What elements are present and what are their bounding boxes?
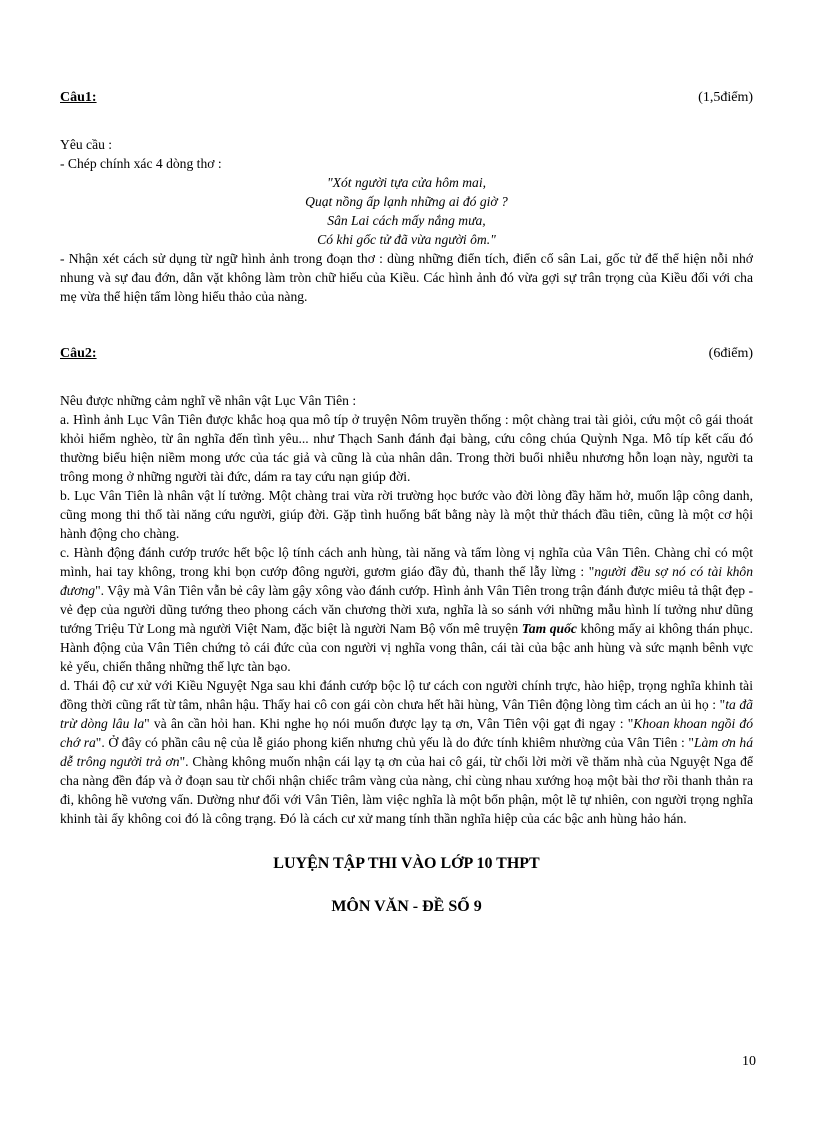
question-1-points: (1,5điểm)	[698, 90, 753, 105]
paragraph-c-part: không mấy ai không thán phục. Hành động của Vân Tiên chứng tỏ cái đức của con người vị nghĩa vong thân, cái tài của bậc anh hùng và sức mạnh bênh vực kẻ yếu, chiến thắng những thế lực tàn bạo.	[60, 621, 753, 674]
copy-instruction: - Chép chính xác 4 dòng thơ :	[60, 156, 222, 171]
page-number: 10	[742, 1054, 756, 1069]
poem-line: Có khi gốc tử đã vừa người ôm."	[317, 232, 496, 247]
quote-text: người đều sợ nó có tài khôn đương	[60, 564, 754, 598]
question-1-comment: - Nhận xét cách sử dụng từ ngữ hình ảnh trong đoạn thơ : dùng những điển tích, điển cố sân Lai, gốc tử để thể hiện nỗi nhớ nhung và sự đau đớn, dằn vặt không làm tròn chữ hiếu của Kiều. Các hình ảnh đó vừa gợi sự trân trọng của Kiều đối với cha mẹ vừa thể hiện tấm lòng hiếu thảo của nàng.	[60, 251, 753, 304]
paragraph-b: b. Lục Vân Tiên là nhân vật lí tưởng. Một chàng trai vừa rời trường học bước vào đời lòng đầy hăm hở, muốn lập công danh, cũng mong thi thố tài năng cứu người, giúp đời. Gặp tình huống bất bằng này là một thử thách đầu tiên, cũng là một cơ hội hành động cho chàng.	[60, 488, 753, 541]
paragraph-c-part: ". Vậy mà Vân Tiên vẫn bẻ cây làm gậy xông vào đánh cướp. Hình ảnh Vân Tiên trong trận đánh được miêu tả thật đẹp - vẻ đẹp của người dũng tướng theo phong cách văn chương thời xưa, nghĩa là so sánh với những mẫu hình lí tưởng như dũng tướng Triệu Tử Long mà người Việt Nam, đặc biệt là người Nam Bộ vốn mê truyện	[60, 583, 753, 636]
quote-text: Làm ơn há dễ trông người trả ơn	[60, 735, 754, 769]
poem-line: Quạt nồng ấp lạnh những ai đó giờ ?	[305, 194, 508, 209]
quote-text: ta đã trừ dòng lâu la	[60, 697, 753, 731]
exam-subheading: MÔN VĂN - ĐỀ SỐ 9	[331, 898, 482, 915]
paragraph-c	[60, 543, 753, 676]
question-2-points: (6điểm)	[708, 346, 753, 361]
paragraph-d-part: ". Chàng không muốn nhận cái lạy tạ ơn của hai cô gái, từ chối lời mời về thăm nhà của Nguyệt Nga để cha nàng đền đáp và ở đoạn sau từ chối nhận chiếc trâm vàng của nàng, chỉ cùng nhau xướng hoạ một bài thơ rồi thanh thản ra đi, không hề vương vấn. Dường như đối với Vân Tiên, làm việc nghĩa là một bổn phận, một lẽ tự nhiên, con người trọng nghĩa khinh tài ấy không coi đó là công trạng. Đó là cách cư xử mang tính thần nghĩa hiệp của các bậc anh hùng hảo hán.	[60, 754, 754, 826]
paragraph-d	[60, 676, 753, 828]
poem-line: Sân Lai cách mấy nắng mưa,	[327, 213, 486, 228]
paragraph-d-part: " và ân cần hỏi han. Khi nghe họ nói muốn được lạy tạ ơn, Vân Tiên vội gạt đi ngay : "	[144, 716, 634, 731]
question-2-label: Câu2:	[60, 346, 97, 361]
poem-line: "Xót người tựa cửa hôm mai,	[326, 175, 487, 190]
paragraph-a: a. Hình ảnh Lục Vân Tiên được khắc hoạ qua mô típ ở truyện Nôm truyền thống : một chàng trai tài giỏi, cứu một cô gái thoát khỏi hiểm nghèo, từ ân nghĩa đến tình yêu... như Thạch Sanh đánh đại bàng, cứu công chúa Quỳnh Nga. Mô típ kết cấu đó thường biểu hiện niềm mong ước của tác giả và cũng là của nhân dân. Trong thời buổi nhiễu nhương hỗn loạn này, người ta trông mong ở những người tài đức, dám ra tay cứu nạn giúp đời.	[60, 412, 753, 484]
question-2-header	[60, 344, 753, 363]
paragraph-c-part: c. Hành động đánh cướp trước hết bộc lộ tính cách anh hùng, tài năng và tấm lòng vị nghĩa của Vân Tiên. Chàng chỉ có một mình, hai tay không, trong khi bọn cướp đông người, gươm giáo đầy đủ, thanh thế lẫy lừng : "	[60, 545, 753, 579]
document-page	[60, 88, 753, 916]
paragraph-d-part: d. Thái độ cư xử với Kiều Nguyệt Nga sau khi đánh cướp bộc lộ tư cách con người chính trực, hào hiệp, trọng nghĩa khinh tài đồng thời cũng rất từ tâm, nhân hậu. Thấy hai cô con gái còn chưa hết hãi hùng, Vân Tiên động lòng tìm cách an ủi họ : "	[60, 678, 753, 712]
quote-text: Khoan khoan ngồi đó chớ ra	[60, 716, 754, 750]
book-title: Tam quốc	[521, 621, 577, 636]
paragraph-d-part: ". Ở đây có phần câu nệ của lễ giáo phong kiến nhưng chủ yếu là do đức tính khiêm nhường của Vân Tiên : "	[95, 735, 694, 750]
question-2-intro: Nêu được những cảm nghĩ về nhân vật Lục Vân Tiên :	[60, 393, 357, 408]
poem-block	[60, 173, 753, 249]
requirement-label: Yêu cầu :	[60, 137, 113, 152]
question-1-label: Câu1:	[60, 90, 97, 105]
question-1-header	[60, 88, 753, 107]
exam-heading: LUYỆN TẬP THI VÀO LỚP 10 THPT	[273, 855, 540, 872]
